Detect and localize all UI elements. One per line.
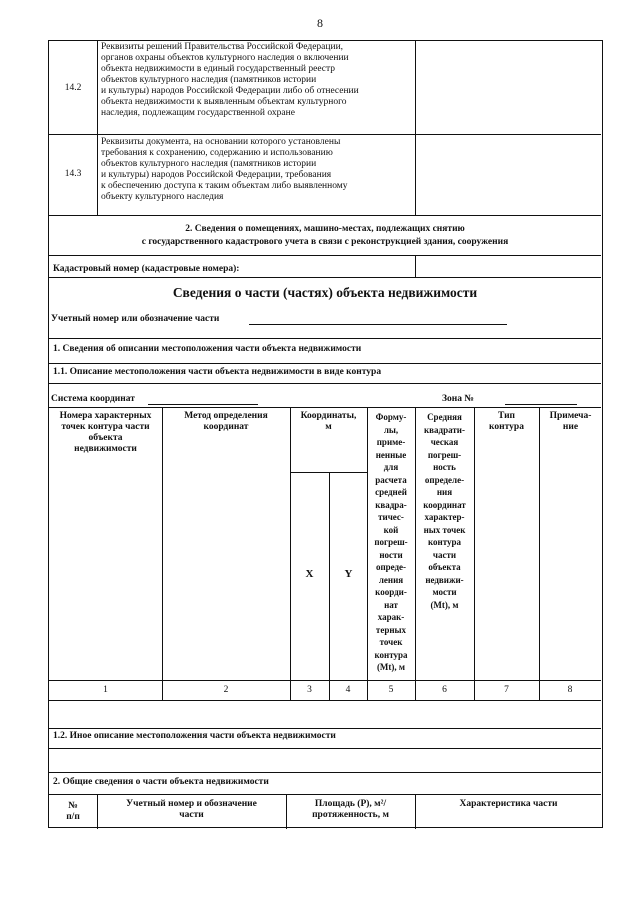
header-line: характер-	[424, 512, 465, 522]
column-number-5: 5	[388, 685, 394, 695]
header-line: Форму-	[375, 412, 407, 422]
header-line: мости	[432, 587, 457, 597]
general-col-characteristic: Характеристика части	[459, 799, 558, 809]
header-line: Учетный номер и обозначение	[126, 799, 257, 809]
column-number-4: 4	[345, 685, 351, 695]
header-line: части	[179, 810, 204, 820]
account-number-field[interactable]	[249, 324, 507, 325]
text-line: Реквизиты документа, на основании которого установлены	[101, 137, 341, 147]
row-number-14-3: 14.3	[64, 169, 82, 179]
header-line: ния	[436, 487, 453, 497]
text-line: и культуры) народов Российской Федерации, требования	[101, 170, 332, 180]
text-line: объектов культурного наследия (памятников истории	[101, 75, 317, 85]
header-line: тичес-	[378, 512, 404, 522]
header-line: протяженность, м	[312, 810, 389, 820]
column-number-2: 2	[223, 685, 229, 695]
column-number-6: 6	[442, 685, 447, 695]
header-line: для	[383, 462, 399, 472]
text-line: требования к сохранению, содержанию и использованию	[101, 148, 333, 158]
column-header-contour-type	[475, 411, 538, 433]
section-2-line-1: 2. Сведения о помещениях, машино-местах, подлежащих снятию	[185, 224, 465, 234]
header-line: Метод определения	[184, 411, 268, 421]
header-line: лы,	[383, 424, 399, 435]
header-line: контура	[489, 422, 524, 432]
form-table	[48, 40, 603, 828]
column-header-formulas	[368, 411, 414, 674]
header-line: приме-	[376, 437, 406, 447]
header-line: Координаты,	[300, 411, 357, 421]
column-header-note	[540, 411, 601, 433]
header-line: ности	[379, 549, 403, 560]
header-line: терных	[375, 624, 407, 635]
header-line: погреш-	[374, 537, 408, 547]
header-line: определе-	[424, 474, 465, 485]
general-col-area	[287, 799, 414, 821]
column-number-8: 8	[567, 685, 573, 695]
zone-field[interactable]	[505, 404, 577, 405]
column-number-1: 1	[103, 685, 108, 695]
general-col-number	[49, 801, 97, 823]
header-line: Тип	[497, 411, 516, 421]
text-line: объекта недвижимости в единый государственный реестр	[101, 64, 336, 74]
header-line: расчета	[375, 474, 407, 485]
row-14-3-text	[101, 137, 413, 203]
header-line: Номера характерных	[59, 411, 152, 421]
section-1-2-heading: 1.2. Иное описание местоположения части объекта недвижимости	[53, 731, 336, 741]
account-number-label: Учетный номер или обозначение части	[51, 314, 220, 324]
header-line: погреш-	[427, 449, 462, 460]
header-line: средней	[375, 487, 407, 497]
section-general-heading: 2. Общие сведения о части объекта недвижимости	[53, 777, 269, 787]
header-line: м	[325, 422, 332, 432]
header-line: координат	[423, 499, 466, 510]
header-line: №	[68, 801, 78, 811]
section-1-heading: 1. Сведения об описании местоположения части объекта недвижимости	[53, 344, 362, 354]
section-1-1-heading: 1.1. Описание местоположения части объекта недвижимости в виде контура	[53, 367, 382, 377]
header-line: п/п	[66, 812, 80, 822]
coordinate-system-field[interactable]	[148, 404, 258, 405]
header-line: квадрати-	[424, 424, 465, 435]
header-line: квадра-	[375, 499, 407, 510]
column-header-method	[163, 411, 289, 433]
zone-label: Зона №	[442, 394, 474, 404]
column-number-7: 7	[504, 685, 509, 695]
text-line: объекта недвижимости к выявленным объектам культурного	[101, 97, 347, 107]
column-header-coordinates	[291, 411, 366, 433]
header-line: недвижимости	[74, 444, 137, 454]
header-line: контура	[427, 537, 462, 547]
row-number-14-2: 14.2	[64, 83, 82, 93]
header-line: коорди-	[375, 587, 407, 597]
text-line: и культуры) народов Российской Федерации либо об отнесении	[101, 86, 359, 96]
column-header-point-numbers	[50, 411, 161, 455]
section-2-line-2: с государственного кадастрового учета в связи с реконструкцией здания, сооружения	[141, 237, 509, 247]
header-line: опреде-	[375, 562, 407, 572]
column-header-y: Y	[344, 568, 353, 580]
column-header-mean-error	[416, 411, 473, 611]
header-line: (Mt), м	[376, 662, 406, 672]
coordinate-system-label: Система координат	[51, 394, 135, 404]
header-line: объекта	[428, 562, 461, 572]
header-line: части	[432, 549, 457, 560]
header-line: ления	[378, 574, 404, 585]
text-line: органов охраны объектов культурного наследия о включении	[101, 53, 349, 63]
header-line: (Mt), м	[430, 599, 459, 610]
header-line: объекта	[88, 433, 123, 443]
row-14-2-text	[101, 42, 413, 119]
header-line: ность	[433, 462, 456, 472]
text-line: к обеспечению доступа к таким объектам либо выявленному	[101, 181, 348, 191]
column-number-3: 3	[307, 685, 312, 695]
header-line: ных точек	[423, 524, 466, 535]
header-line: недвижи-	[425, 574, 464, 585]
header-line: контура	[374, 649, 408, 660]
general-col-account-number	[98, 799, 285, 821]
header-line: точек	[379, 637, 403, 647]
text-line: объекту культурного наследия	[101, 192, 224, 202]
header-line: кой	[383, 524, 399, 535]
page-number: 8	[317, 16, 323, 30]
header-line: точек контура части	[61, 422, 150, 432]
part-section-title: Сведения о части (частях) объекта недвижимости	[172, 285, 478, 300]
column-header-x: X	[305, 568, 314, 580]
header-line: нат	[384, 599, 398, 610]
header-line: Площадь (P), м²/	[314, 799, 387, 809]
text-line: объектов культурного наследия (памятников истории	[101, 159, 317, 169]
header-line: Средняя	[427, 412, 462, 422]
header-line: ческая	[430, 437, 459, 447]
header-line: Примеча-	[549, 411, 592, 421]
header-line: ненные	[375, 449, 407, 460]
header-line: харак-	[377, 612, 405, 622]
text-line: Реквизиты решений Правительства Российской Федерации,	[101, 42, 344, 52]
header-line: координат	[203, 422, 249, 432]
cadastral-numbers-label: Кадастровый номер (кадастровые номера):	[53, 264, 240, 274]
text-line: наследия, подлежащим государственной охране	[101, 108, 295, 118]
header-line: ние	[562, 422, 579, 432]
